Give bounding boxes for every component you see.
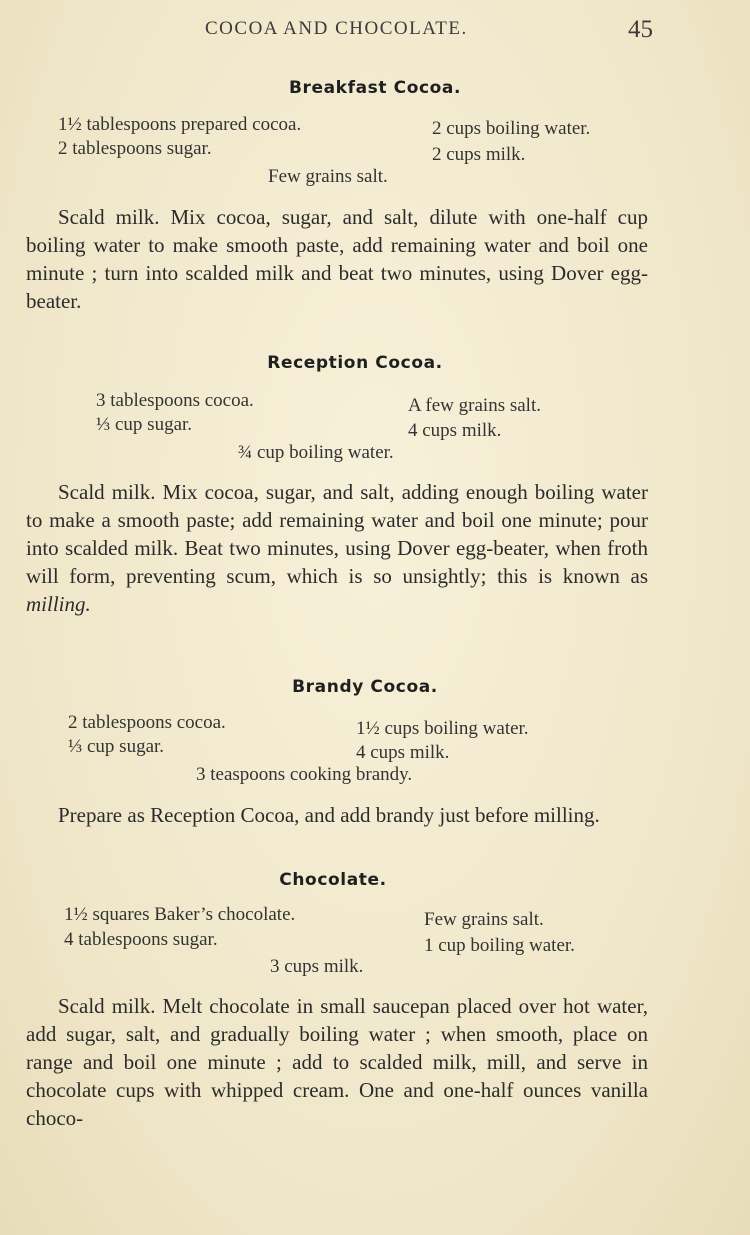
ingredient: ⅓ cup sugar. <box>96 414 193 435</box>
ingredient: 4 tablespoons sugar. <box>64 929 218 950</box>
ingredient: 2 tablespoons sugar. <box>58 138 212 159</box>
ingredient: 4 cups milk. <box>408 420 502 441</box>
italic-term: milling. <box>26 592 91 616</box>
ingredient: 3 tablespoons cocoa. <box>96 390 254 411</box>
ingredient: ⅓ cup sugar. <box>68 736 165 757</box>
ingredient: 1½ tablespoons prepared cocoa. <box>58 114 302 135</box>
ingredient: ¾ cup boiling water. <box>238 442 394 463</box>
recipe-method: Scald milk. Mix cocoa, sugar, and salt, adding enough boiling water to make a smooth paste; add remaining water and boil one minute; pour into scalded milk. Beat two minutes, using Dover egg-beater, when froth will form, preventing scum, which is so unsightly; this is known as milling. <box>26 480 648 616</box>
ingredient: 4 cups milk. <box>356 742 450 763</box>
ingredient: Few grains salt. <box>268 166 388 187</box>
ingredient: 2 cups milk. <box>432 144 526 165</box>
recipe-method: Scald milk. Mix cocoa, sugar, and salt, dilute with one-half cup boiling water to make smooth paste, add remaining water and boil one minute ; turn into scalded milk and beat two minutes, using Dover egg-beater. <box>26 205 648 313</box>
recipe-title-brandy-cocoa: Brandy Cocoa. <box>292 677 438 697</box>
ingredient: 3 teaspoons cooking brandy. <box>196 764 413 785</box>
ingredient: 1½ squares Baker’s chocolate. <box>64 904 296 925</box>
ingredient: 2 tablespoons cocoa. <box>68 712 226 733</box>
ingredient: Few grains salt. <box>424 909 544 930</box>
ingredient: 3 cups milk. <box>270 956 364 977</box>
recipe-method: Prepare as Reception Cocoa, and add brandy just before milling. <box>58 803 600 827</box>
recipe-title-breakfast-cocoa: Breakfast Cocoa. <box>288 78 462 98</box>
ingredient: 2 cups boiling water. <box>432 118 591 139</box>
running-head: COCOA AND CHOCOLATE. <box>205 18 468 39</box>
ingredient: 1½ cups boiling water. <box>356 718 529 739</box>
recipe-title-reception-cocoa: Reception Cocoa. <box>267 353 443 373</box>
ingredient: 1 cup boiling water. <box>424 935 575 956</box>
page-number: 45 <box>628 16 653 43</box>
recipe-title-chocolate: Chocolate. <box>279 870 387 890</box>
ingredient: A few grains salt. <box>408 395 541 416</box>
recipe-method: Scald milk. Melt chocolate in small saucepan placed over hot water, add sugar, salt, and gradually boiling water ; when smooth, place on range and boil one minute ; add to scalded milk, mill, and serve in chocolate cups with whipped cream. One and one-half ounces vanilla choco- <box>26 994 648 1130</box>
